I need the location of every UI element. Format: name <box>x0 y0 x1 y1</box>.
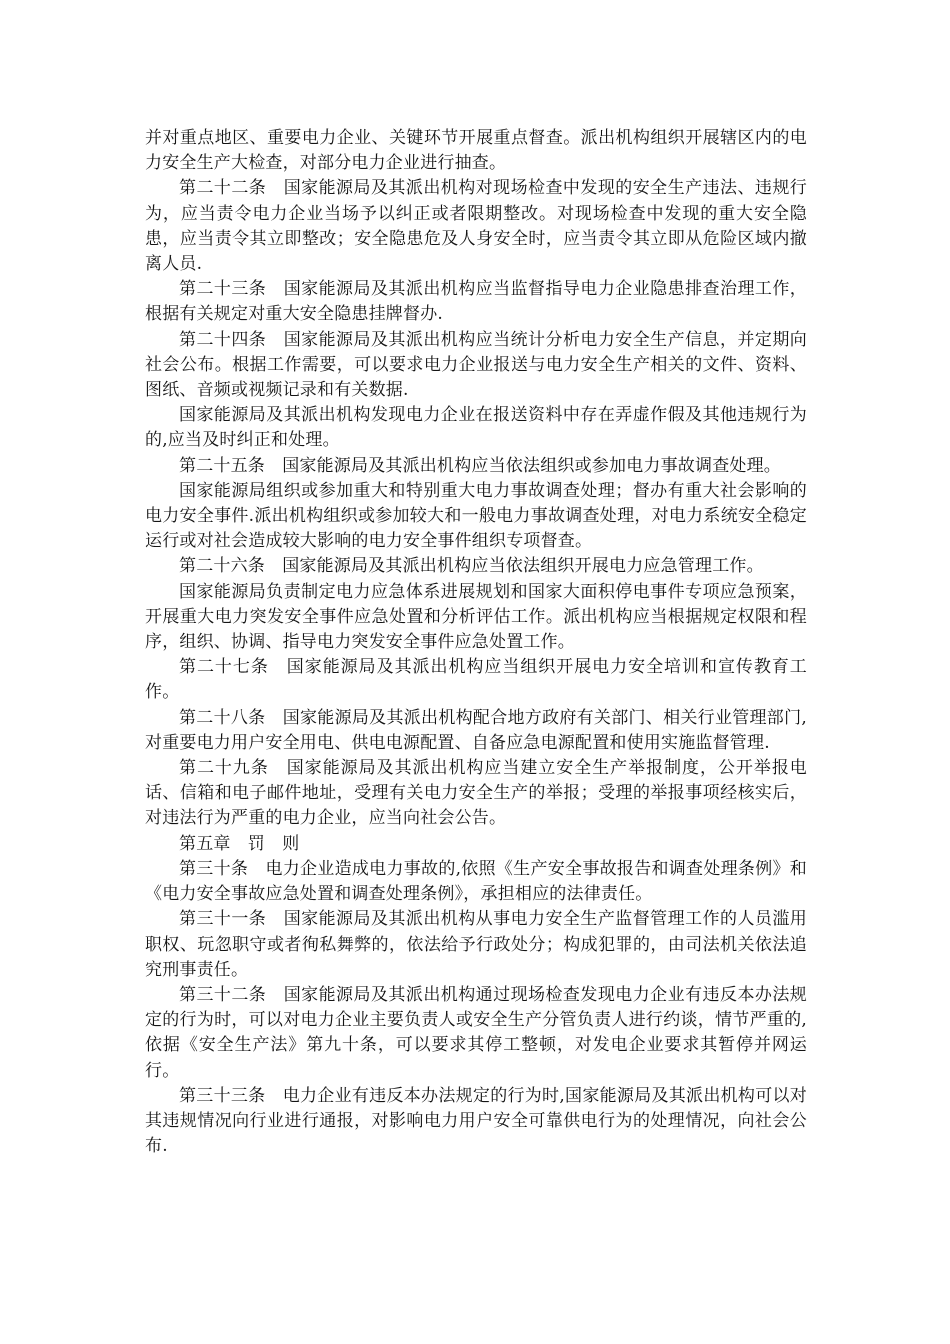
article-24-paragraph-2: 国家能源局及其派出机构发现电力企业在报送资料中存在弄虚作假及其他违规行为的,应当及时纠正和处理。 <box>145 405 807 451</box>
chapter-5-heading: 第五章 罚 则 <box>179 833 300 854</box>
article-31: 第三十一条 国家能源局及其派出机构从事电力安全生产监督管理工作的人员滥用职权、玩忽职守或者徇私舞弊的，依法给予行政处分；构成犯罪的，由司法机关依法追究刑事责任。 <box>145 909 807 980</box>
article-25: 第二十五条 国家能源局及其派出机构应当依法组织或参加电力事故调查处理。 <box>179 455 781 476</box>
document-page <box>145 126 807 1159</box>
article-25-paragraph-2: 国家能源局组织或参加重大和特别重大电力事故调查处理；督办有重大社会影响的电力安全事件.派出机构组织或参加较大和一般电力事故调查处理，对电力系统安全稳定运行或对社会造成较大影响的电力安全事件组织专项督查。 <box>145 480 807 552</box>
article-30: 第三十条 电力企业造成电力事故的,依照《生产安全事故报告和调查处理条例》和《电力安全事故应急处置和调查处理条例》，承担相应的法律责任。 <box>145 858 807 905</box>
article-24: 第二十四条 国家能源局及其派出机构应当统计分析电力安全生产信息，并定期向社会公布。根据工作需要，可以要求电力企业报送与电力安全生产相关的文件、资料、图纸、音频或视频记录和有关数据. <box>145 329 807 401</box>
article-22: 第二十二条 国家能源局及其派出机构对现场检查中发现的安全生产违法、违规行为，应当责令电力企业当场予以纠正或者限期整改。对现场检查中发现的重大安全隐患，应当责令其立即整改；安全隐患危及人身安全时，应当责令其立即从危险区域内撤离人员. <box>145 178 807 275</box>
article-27: 第二十七条 国家能源局及其派出机构应当组织开展电力安全培训和宣传教育工作。 <box>145 657 807 703</box>
article-26-paragraph-2: 国家能源局负责制定电力应急体系进展规划和国家大面积停电事件专项应急预案，开展重大电力突发安全事件应急处置和分析评估工作。派出机构应当根据规定权限和程序，组织、协调、指导电力突发安全事件应急处置工作。 <box>145 581 807 653</box>
article-23: 第二十三条 国家能源局及其派出机构应当监督指导电力企业隐患排查治理工作，根据有关规定对重大安全隐患挂牌督办. <box>145 279 807 325</box>
article-28: 第二十八条 国家能源局及其派出机构配合地方政府有关部门、相关行业管理部门,对重要电力用户安全用电、供电电源配置、自备应急电源配置和使用实施监督管理. <box>145 707 807 753</box>
paragraph-continuation: 并对重点地区、重要电力企业、关键环节开展重点督查。派出机构组织开展辖区内的电力安全生产大检查，对部分电力企业进行抽查。 <box>145 128 807 174</box>
article-33: 第三十三条 电力企业有违反本办法规定的行为时,国家能源局及其派出机构可以对其违规情况向行业进行通报，对影响电力用户安全可靠供电行为的处理情况，向社会公布. <box>145 1085 807 1157</box>
article-29: 第二十九条 国家能源局及其派出机构应当建立安全生产举报制度，公开举报电话、信箱和电子邮件地址，受理有关电力安全生产的举报；受理的举报事项经核实后，对违法行为严重的电力企业，应当向社会公告。 <box>145 758 807 829</box>
article-32: 第三十二条 国家能源局及其派出机构通过现场检查发现电力企业有违反本办法规定的行为时，可以对电力企业主要负责人或安全生产分管负责人进行约谈，情节严重的,依据《安全生产法》第九十条，可以要求其停工整顿，对发电企业要求其暂停并网运行。 <box>145 984 807 1081</box>
article-26: 第二十六条 国家能源局及其派出机构应当依法组织开展电力应急管理工作。 <box>179 556 764 577</box>
